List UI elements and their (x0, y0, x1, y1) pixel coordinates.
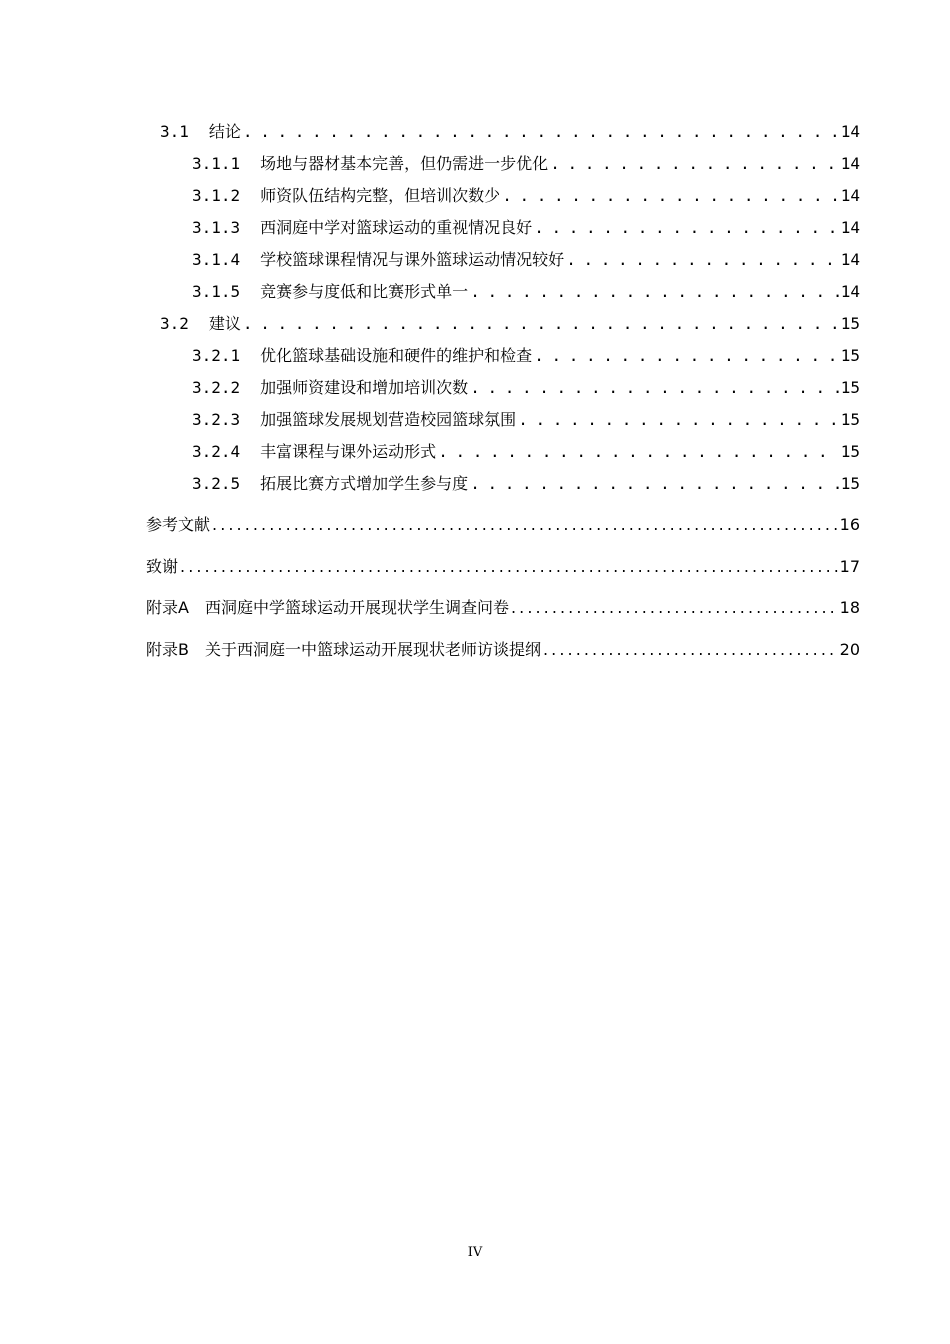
toc-entry-title: 建议 (208, 314, 241, 333)
toc-entry-number: 附录B (146, 640, 189, 659)
toc-leader-dots (243, 312, 839, 336)
toc-entry-appendix-a[interactable] (146, 596, 860, 620)
toc-entry-3-2-3[interactable] (192, 408, 860, 432)
toc-entry-number: 3.1.1 (192, 154, 241, 173)
toc-entry-page: 15 (840, 346, 860, 365)
toc-entry-number: 3.1.2 (192, 186, 241, 205)
toc-leader-dots (566, 248, 839, 272)
toc-entry-title: 加强师资建设和增加培训次数 (260, 378, 469, 397)
toc-entry-page: 14 (840, 122, 860, 141)
toc-leader-dots (534, 344, 839, 368)
toc-entry-page: 15 (840, 410, 860, 429)
toc-entry-number: 3.1.5 (192, 282, 241, 301)
toc-entry-3-2-2[interactable] (192, 376, 860, 400)
toc-entry-number: 3.1.4 (192, 250, 241, 269)
toc-entry-title: 关于西洞庭一中篮球运动开展现状老师访谈提纲 (204, 640, 541, 659)
toc-entry-title: 西洞庭中学篮球运动开展现状学生调查问卷 (204, 598, 509, 617)
toc-entry-number: 3.2.2 (192, 378, 241, 397)
toc-leader-dots (212, 513, 838, 537)
toc-entry-title: 丰富课程与课外运动形式 (260, 442, 437, 461)
toc-entry-acknowledgements[interactable] (146, 555, 860, 579)
toc-entry-title: 场地与器材基本完善，但仍需进一步优化 (260, 154, 549, 173)
toc-leader-dots (243, 120, 839, 144)
toc-leader-dots (550, 152, 839, 176)
toc-entry-3-1-2[interactable] (192, 184, 860, 208)
toc-entry-3-1-5[interactable] (192, 280, 860, 304)
toc-entry-number: 3.2.4 (192, 442, 241, 461)
toc-entry-page: 14 (840, 154, 860, 173)
toc-entry-3-2-4[interactable] (192, 440, 860, 464)
toc-entry-3-1-3[interactable] (192, 216, 860, 240)
toc-entry-3-2-5[interactable] (192, 472, 860, 496)
toc-entry-page: 17 (839, 557, 860, 576)
toc-entry-title: 优化篮球基础设施和硬件的维护和检查 (260, 346, 533, 365)
toc-entry-page: 14 (840, 186, 860, 205)
toc-leader-dots (470, 280, 839, 304)
toc-entry-page: 15 (840, 314, 860, 333)
toc-leader-dots (438, 440, 839, 464)
toc-leader-dots (470, 472, 839, 496)
toc-entry-3-2[interactable] (160, 312, 860, 336)
toc-entry-title: 竞赛参与度低和比赛形式单一 (260, 282, 469, 301)
toc-leader-dots (502, 184, 839, 208)
toc-entry-number: 3.1.3 (192, 218, 241, 237)
toc-entry-number: 3.1 (160, 122, 189, 141)
toc-leader-dots (534, 216, 839, 240)
toc-entry-page: 15 (840, 378, 860, 397)
toc-entry-title: 师资队伍结构完整，但培训次数少 (260, 186, 501, 205)
toc-entry-3-2-1[interactable] (192, 344, 860, 368)
toc-entry-title: 致谢 (146, 557, 179, 576)
toc-entry-number: 3.2.3 (192, 410, 241, 429)
toc-entry-page: 18 (839, 598, 860, 617)
toc-entry-3-1-1[interactable] (192, 152, 860, 176)
toc-entry-title: 西洞庭中学对篮球运动的重视情况良好 (260, 218, 533, 237)
toc-entry-page: 20 (839, 640, 860, 659)
toc-entry-references[interactable] (146, 513, 860, 537)
toc-entry-number: 3.2.1 (192, 346, 241, 365)
toc-entry-appendix-b[interactable] (146, 638, 860, 662)
toc-entry-page: 14 (840, 218, 860, 237)
toc-entry-page: 16 (839, 515, 860, 534)
toc-entry-3-1-4[interactable] (192, 248, 860, 272)
toc-leader-dots (518, 408, 839, 432)
toc-entry-title: 结论 (208, 122, 241, 141)
toc-entry-page: 15 (840, 474, 860, 493)
toc-entry-number: 3.2 (160, 314, 189, 333)
toc-leader-dots (180, 555, 838, 579)
toc-entry-number: 3.2.5 (192, 474, 241, 493)
toc-entry-title: 学校篮球课程情况与课外篮球运动情况较好 (260, 250, 565, 269)
toc-entry-number: 附录A (146, 598, 189, 617)
page-number-footer: IV (467, 1245, 483, 1260)
toc-entry-title: 加强篮球发展规划营造校园篮球氛围 (260, 410, 517, 429)
toc-leader-dots (511, 596, 838, 620)
toc-entry-page: 14 (840, 250, 860, 269)
toc-entry-title: 拓展比赛方式增加学生参与度 (260, 474, 469, 493)
toc-leader-dots (470, 376, 839, 400)
toc-entry-page: 15 (840, 442, 860, 461)
toc-entry-3-1[interactable] (160, 120, 860, 144)
toc-leader-dots (543, 638, 838, 662)
toc-entry-title: 参考文献 (146, 515, 211, 534)
toc-entry-page: 14 (840, 282, 860, 301)
